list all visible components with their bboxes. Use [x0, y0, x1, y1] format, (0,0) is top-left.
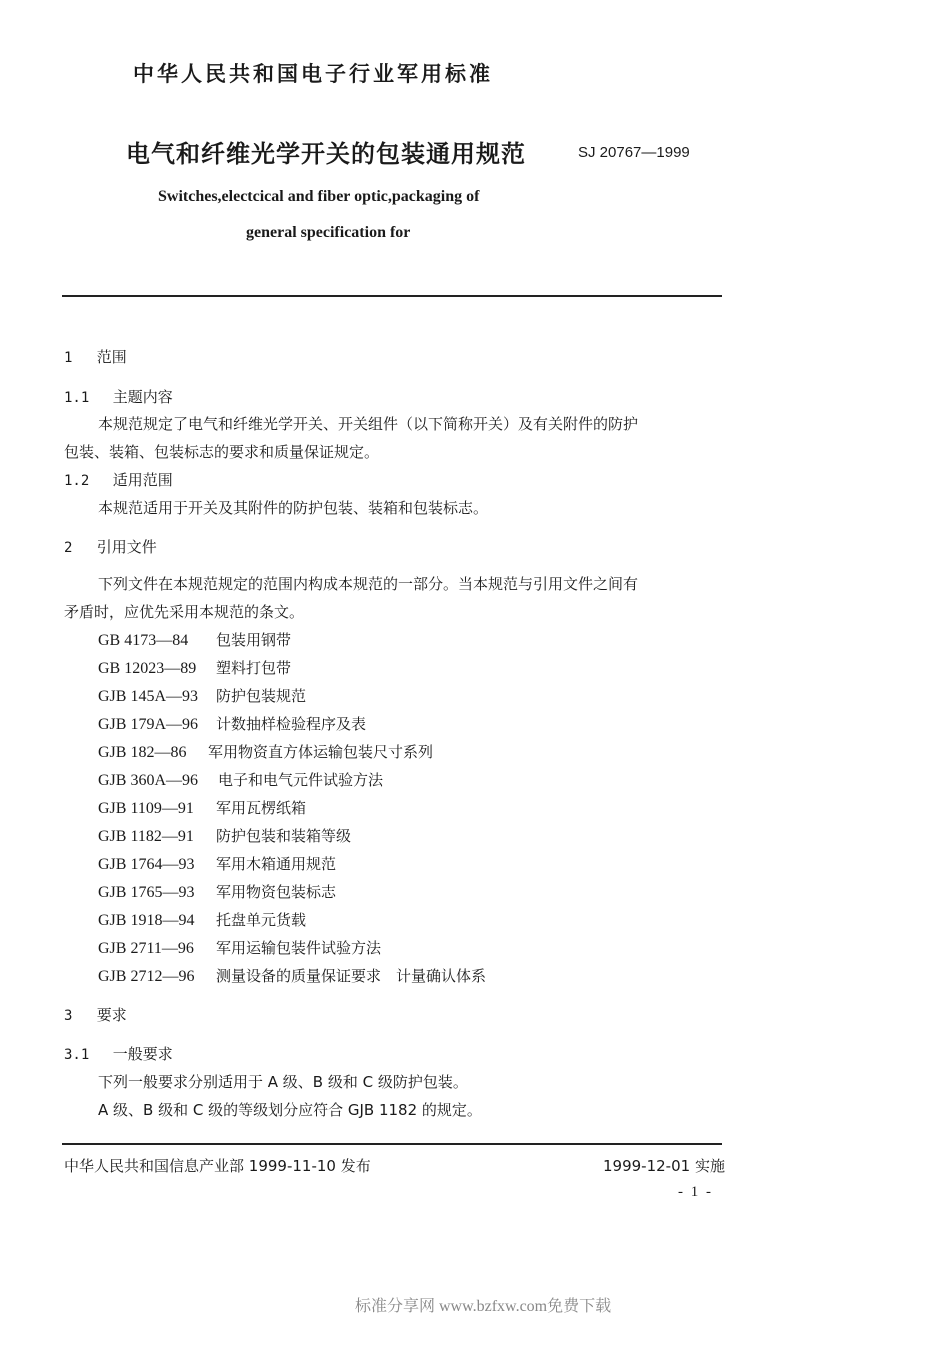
reference-name: 军用木箱通用规范 — [216, 855, 337, 873]
paragraph: 下列文件在本规范规定的范围内构成本规范的一部分。当本规范与引用文件之间有 — [98, 575, 639, 593]
reference-code: GB 12023—89 — [98, 660, 197, 677]
reference-name: 防护包装和装箱等级 — [216, 827, 352, 845]
reference-name: 军用运输包装件试验方法 — [216, 939, 382, 957]
paragraph: A 级、B 级和 C 级的等级划分应符合 GJB 1182 的规定。 — [98, 1101, 482, 1119]
section-3-heading — [64, 1004, 127, 1025]
issuer-line: 中华人民共和国信息产业部 1999-11-10 发布 — [64, 1157, 371, 1175]
reference-code: GJB 2712—96 — [98, 968, 195, 985]
document-title-en-line1: Switches,electcical and fiber optic,packaging of — [158, 188, 480, 205]
section-number: 1.1 — [64, 390, 90, 406]
reference-code: GJB 179A—96 — [98, 716, 199, 733]
reference-code: GJB 2711—96 — [98, 940, 194, 957]
reference-code: GJB 145A—93 — [98, 688, 199, 705]
reference-item — [98, 629, 291, 650]
reference-code: GJB 1764—93 — [98, 856, 195, 873]
section-title: 要求 — [96, 1006, 127, 1024]
document-title-cn: 电气和纤维光学开关的包装通用规范 — [126, 140, 526, 168]
reference-code: GJB 1765—93 — [98, 884, 195, 901]
page-number: - 1 - — [678, 1184, 713, 1200]
reference-code: GJB 1182—91 — [98, 828, 194, 845]
paragraph: 下列一般要求分别适用于 A 级、B 级和 C 级防护包装。 — [98, 1073, 468, 1091]
reference-item — [98, 965, 486, 986]
reference-item — [98, 769, 383, 790]
reference-code: GJB 182—86 — [98, 744, 187, 761]
document-title-en-line2: general specification for — [246, 224, 411, 241]
section-title: 一般要求 — [112, 1045, 173, 1063]
reference-item — [98, 937, 381, 958]
section-number: 2 — [64, 540, 73, 556]
reference-item — [98, 741, 433, 762]
section-title: 范围 — [96, 348, 127, 366]
reference-name: 军用物资包装标志 — [216, 883, 337, 901]
section-1-1-heading — [64, 386, 173, 407]
standard-class-header: 中华人民共和国电子行业军用标准 — [133, 62, 493, 86]
reference-name: 托盘单元货载 — [216, 911, 307, 929]
reference-item — [98, 881, 336, 902]
reference-item — [98, 825, 351, 846]
reference-name: 计数抽样检验程序及表 — [216, 715, 367, 733]
section-3-1-heading — [64, 1043, 173, 1064]
reference-name: 包装用钢带 — [216, 631, 292, 649]
reference-item — [98, 853, 336, 874]
reference-name: 军用瓦楞纸箱 — [216, 799, 307, 817]
reference-name: 塑料打包带 — [216, 659, 292, 677]
header-divider — [62, 295, 722, 297]
reference-item — [98, 797, 306, 818]
reference-code: GB 4173—84 — [98, 632, 189, 649]
watermark-text: 标准分享网 www.bzfxw.com免费下载 — [355, 1298, 612, 1315]
reference-name: 测量设备的质量保证要求 计量确认体系 — [216, 967, 487, 985]
reference-code: GJB 1918—94 — [98, 912, 195, 929]
section-2-heading — [64, 536, 157, 557]
effective-date: 1999-12-01 实施 — [603, 1157, 725, 1175]
section-number: 3.1 — [64, 1047, 90, 1063]
standard-code: SJ 20767—1999 — [578, 144, 690, 161]
reference-code: GJB 1109—91 — [98, 800, 194, 817]
reference-item — [98, 685, 306, 706]
reference-name: 军用物资直方体运输包装尺寸系列 — [208, 743, 434, 761]
reference-code: GJB 360A—96 — [98, 772, 199, 789]
section-title: 适用范围 — [112, 471, 173, 489]
reference-item — [98, 657, 291, 678]
section-1-heading — [64, 346, 127, 367]
reference-item — [98, 713, 366, 734]
section-number: 3 — [64, 1008, 73, 1024]
paragraph: 包装、装箱、包装标志的要求和质量保证规定。 — [64, 443, 380, 461]
reference-name: 防护包装规范 — [216, 687, 307, 705]
section-title: 主题内容 — [112, 388, 173, 406]
section-title: 引用文件 — [96, 538, 157, 556]
paragraph: 矛盾时，应优先采用本规范的条文。 — [64, 603, 305, 621]
paragraph: 本规范适用于开关及其附件的防护包装、装箱和包装标志。 — [98, 499, 489, 517]
reference-name: 电子和电气元件试验方法 — [218, 771, 384, 789]
reference-item — [98, 909, 306, 930]
section-1-2-heading — [64, 469, 173, 490]
section-number: 1 — [64, 350, 73, 366]
section-number: 1.2 — [64, 473, 90, 489]
footer-divider — [62, 1143, 722, 1145]
paragraph: 本规范规定了电气和纤维光学开关、开关组件（以下简称开关）及有关附件的防护 — [98, 415, 639, 433]
